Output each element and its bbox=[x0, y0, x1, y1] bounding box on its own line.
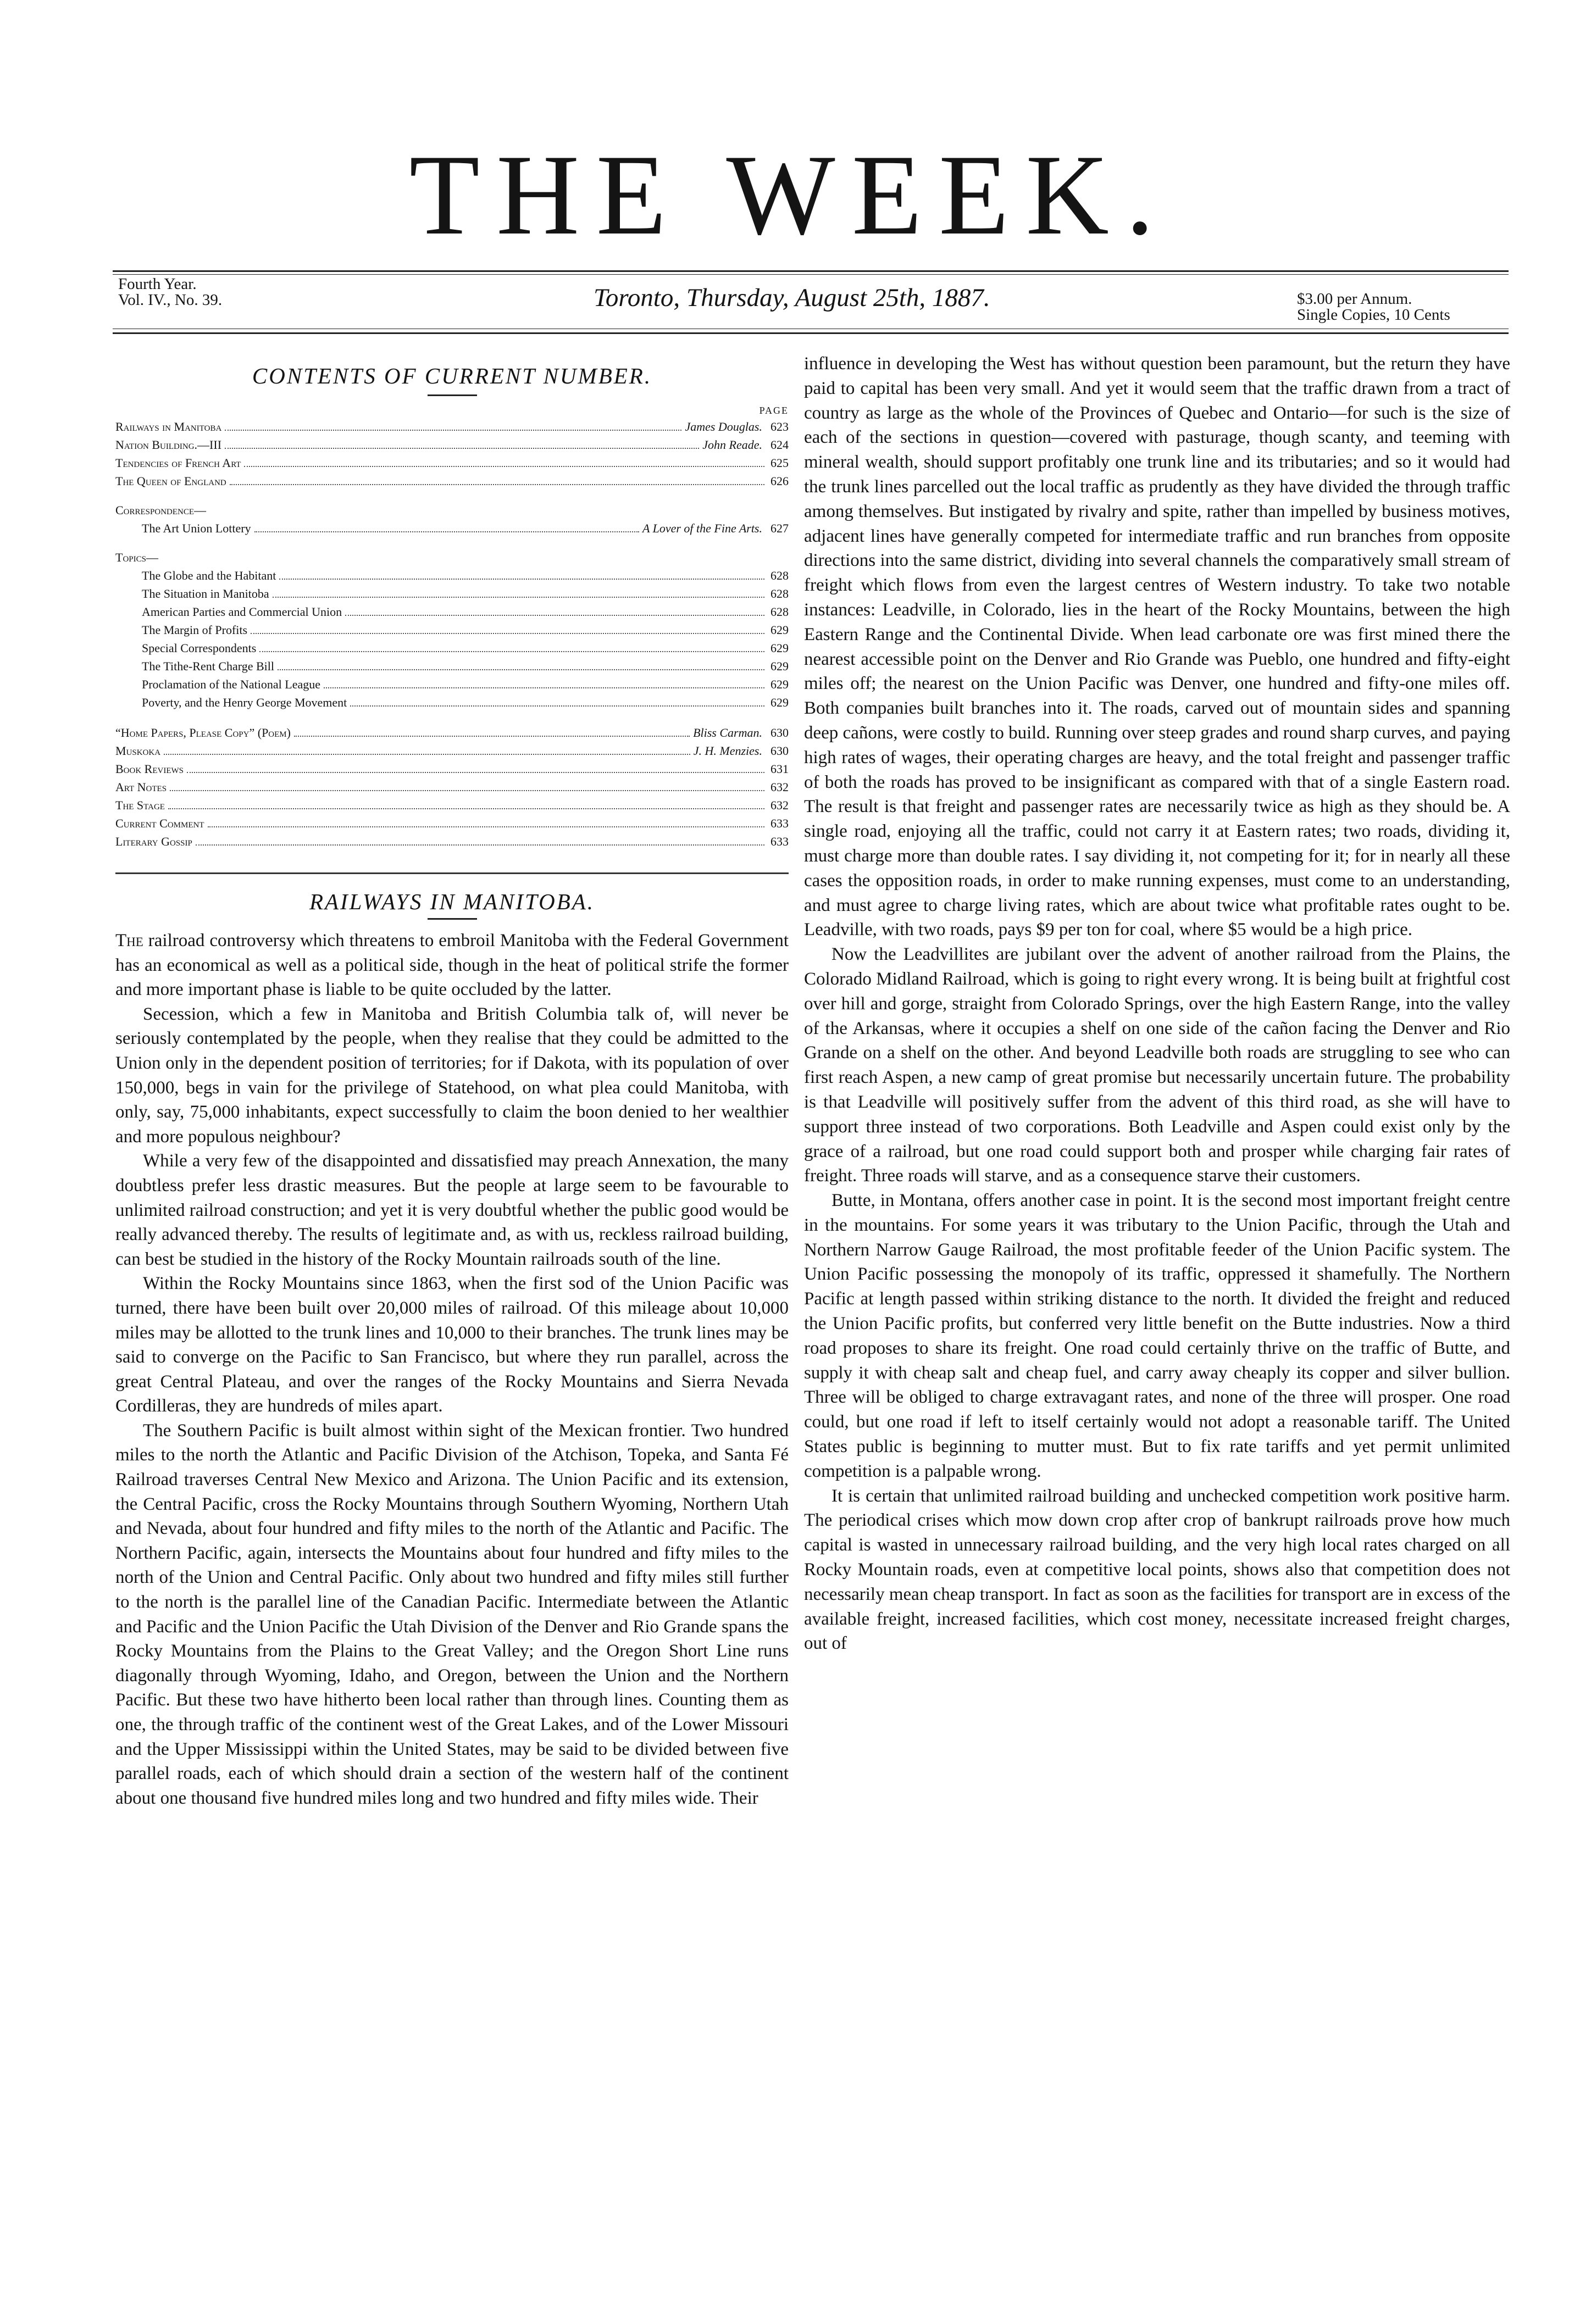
toc-title: The Art Union Lottery bbox=[142, 521, 251, 535]
lead-word: The bbox=[115, 931, 143, 950]
article-paragraph: It is certain that unlimited railroad building and unchecked competition work positive harm. The periodical crises which mow down crop after crop of bankrupt railroads prove how much capital is wasted in unnecessary railroad building, and the very high local rates charged on all Rocky Mountain roads, even at competitive local points, shows also that competition does not necessarily mean cheap transport. In fact as soon as the facilities for transport are in excess of the available freight, increased facilities, which cost money, necessitate increased freight charges, out of bbox=[804, 1486, 1510, 1654]
toc-item[interactable] bbox=[115, 693, 789, 711]
toc-title: The Stage bbox=[115, 798, 165, 812]
toc-item[interactable] bbox=[115, 742, 789, 760]
toc-title: The Margin of Profits bbox=[142, 623, 248, 637]
article-paragraph: While a very few of the disappointed and dissatisfied may preach Annexation, the many doubtless prefer less drastic measures. But the people at large seem to be favourable to unlimited railroad construction; and yet it is very doubtful whether the public good would be really advanced thereby. The results of legitimate and, as with us, reckless railroad building, can best be studied in the history of the Rocky Mountain railroads south of the line. bbox=[115, 1151, 789, 1269]
volume-label: Vol. IV., No. 39. bbox=[118, 291, 223, 309]
toc-leader bbox=[259, 651, 764, 652]
toc-item[interactable] bbox=[115, 418, 789, 436]
toc-leader bbox=[279, 579, 764, 580]
toc-page: 628 bbox=[770, 587, 789, 601]
paragraph-text: railroad controversy which threatens to embroil Manitoba with the Federal Government has an economical as well as a political side, though in the heat of political strife the former and more important phase is liable to be quite occluded by the latter. bbox=[115, 931, 789, 1000]
contents-list bbox=[115, 418, 789, 850]
single-copy-price: Single Copies, 10 Cents bbox=[1297, 306, 1450, 324]
toc-author: J. H. Menzies. bbox=[693, 744, 762, 758]
article-paragraph: Within the Rocky Mountains since 1863, when the first sod of the Union Pacific was turned, there have been built over 20,000 miles of railroad. Of this mileage about 10,000 miles may be allotted to the trunk lines and 10,000 to their branches. The trunk lines may be said to converge on the Pacific to San Francisco, but where they run parallel, across the great Central Plateau, and over the ranges of the Rocky Mountains and Sierra Nevada Cordilleras, they are hundreds of miles apart. bbox=[115, 1274, 789, 1416]
dateline-rule bbox=[113, 332, 1509, 334]
toc-page: 629 bbox=[770, 677, 789, 691]
toc-item[interactable] bbox=[115, 436, 789, 454]
toc-page: 629 bbox=[770, 696, 789, 709]
contents-title: CONTENTS OF CURRENT NUMBER. bbox=[252, 363, 652, 388]
toc-page: 623 bbox=[770, 420, 789, 433]
article-paragraph-continued: influence in developing the West has without question been paramount, but the return they have paid to capital has been very small. And yet it would seem that the traffic drawn from a tract of country as large as the whole of the Provinces of Quebec and Ontario—for such is the size of each of the sections in question—covered with pasturage, though scanty, and teeming with mineral wealth, should support profitably one trunk line and its tributaries; and so it would had the trunk lines parcelled out the local traffic as prudently as they have divided the through traffic among themselves. But instigated by rivalry and spite, rather than impelled by business motives, adjacent lines have generally competed for intermediate traffic and run branches from opposite directions into the same district, dividing into several channels the comparatively small stream of freight which flows from even the largest centres of Western industry. To take two notable instances: Leadville, in Colorado, lies in the heart of the Rocky Mountains, between the high Eastern Range and the Continental Divide. When lead carbonate ore was first mined there the nearest accessible point on the Denver and Rio Grande was Pueblo, one hundred and fifty-eight miles off; the nearest on the Union Pacific was Denver, one hundred and fifty-one miles off. Both companies built branches into it. The roads, carved out of mountain sides and spanning deep cañons, were costly to build. Running over steep grades and round sharp curves, and paying high rates of wages, their operating charges are heavy, and the total freight and passenger traffic of both the roads has proved to be insignificant as compared with that of a single Eastern road. The result is that freight and passenger rates are necessarily twice as high as they should be. A single road, enjoying all the traffic, could not carry it at Eastern rates; two roads, dividing it, must charge more than double rates. I say dividing it, not competing for it; for in nearly all these cases the opposition roads, in order to make running expenses, must come to an understanding, and must agree to charge living rates, which are about twice what profitable rates ought to be. Leadville, with two roads, pays $9 per ton for coal, where $5 would be a high price. bbox=[804, 354, 1510, 940]
toc-leader bbox=[225, 430, 681, 431]
toc-leader bbox=[273, 597, 764, 598]
toc-page: 624 bbox=[770, 438, 789, 452]
toc-page: 632 bbox=[770, 798, 789, 812]
toc-author: John Reade. bbox=[702, 438, 762, 452]
toc-leader bbox=[294, 736, 690, 737]
toc-page: 628 bbox=[770, 605, 789, 619]
toc-page: 625 bbox=[770, 456, 789, 470]
toc-title: Art Notes bbox=[115, 780, 167, 794]
toc-page: 633 bbox=[770, 835, 789, 848]
correspondence-heading: Correspondence— bbox=[115, 503, 207, 517]
toc-item[interactable] bbox=[115, 585, 789, 603]
toc-leader bbox=[170, 790, 764, 791]
toc-leader bbox=[225, 448, 699, 449]
toc-title: The Tithe-Rent Charge Bill bbox=[142, 659, 274, 673]
toc-leader bbox=[254, 531, 639, 532]
toc-leader bbox=[187, 772, 764, 773]
toc-page: 630 bbox=[770, 744, 789, 758]
toc-leader bbox=[324, 687, 764, 688]
toc-page: 629 bbox=[770, 623, 789, 637]
section-divider bbox=[115, 872, 789, 874]
toc-leader bbox=[350, 705, 764, 707]
toc-item[interactable] bbox=[115, 796, 789, 814]
toc-item[interactable] bbox=[115, 778, 789, 796]
article-paragraph bbox=[115, 929, 789, 1002]
price-info bbox=[1297, 291, 1450, 323]
toc-author: Bliss Carman. bbox=[693, 726, 762, 740]
toc-title: Book Reviews bbox=[115, 762, 184, 776]
toc-leader bbox=[251, 633, 764, 634]
toc-leader bbox=[168, 808, 764, 809]
toc-title: The Situation in Manitoba bbox=[142, 587, 269, 601]
toc-title: The Queen of England bbox=[115, 474, 226, 488]
toc-author: A Lover of the Fine Arts. bbox=[642, 521, 762, 535]
article-title-rule bbox=[428, 918, 477, 920]
toc-item[interactable] bbox=[115, 603, 789, 621]
toc-page: 630 bbox=[770, 726, 789, 740]
toc-item[interactable] bbox=[115, 760, 789, 778]
toc-title: “Home Papers, Please Copy” (Poem) bbox=[115, 726, 291, 740]
toc-item[interactable] bbox=[115, 675, 789, 693]
toc-title: The Globe and the Habitant bbox=[142, 569, 276, 582]
masthead-rule-top-thin bbox=[113, 274, 1509, 275]
toc-item[interactable] bbox=[115, 814, 789, 832]
place-date: Toronto, Thursday, August 25th, 1887. bbox=[594, 283, 990, 312]
toc-item[interactable] bbox=[115, 639, 789, 657]
toc-item[interactable] bbox=[115, 519, 789, 537]
toc-leader bbox=[278, 669, 764, 670]
toc-title: Tendencies of French Art bbox=[115, 456, 241, 470]
article-paragraph: Secession, which a few in Manitoba and British Columbia talk of, will never be seriously contemplated by the people, when they realise that they could be admitted to the Union only in the dependent position of territories; for if Dakota, with its population of over 150,000, begs in vain for the privilege of Statehood, on what plea could Manitoba, with only, say, 75,000 inhabitants, expect successfully to claim the boon denied to her wealthier and more populous neighbour? bbox=[115, 1004, 789, 1147]
toc-leader bbox=[345, 615, 764, 616]
toc-item[interactable] bbox=[115, 724, 789, 742]
toc-page: 633 bbox=[770, 816, 789, 830]
toc-author: James Douglas. bbox=[685, 420, 762, 433]
toc-title: Literary Gossip bbox=[115, 835, 192, 848]
right-column bbox=[804, 352, 1510, 1656]
toc-leader bbox=[208, 826, 764, 827]
toc-title: Special Correspondents bbox=[142, 641, 257, 655]
toc-leader bbox=[164, 754, 690, 755]
page-heading: PAGE bbox=[759, 405, 789, 416]
toc-page: 627 bbox=[770, 521, 789, 535]
article-paragraph: The Southern Pacific is built almost within sight of the Mexican frontier. Two hundred miles to the north the Atlantic and Pacific Division of the Atchison, Topeka, and Santa Fé Railroad traverses Central New Mexico and Arizona. The Union Pacific and its extension, the Central Pacific, cross the Rocky Mountains through Southern Wyoming, Northern Utah and Nevada, about four hundred and fifty miles to the north of the Atlantic and Pacific. The Northern Pacific, again, intersects the Mountains about four hundred and fifty miles to the north of the Union and Central Pacific. Only about two hundred and fifty miles still further to the north is the parallel line of the Canadian Pacific. Intermediate between the Atlantic and Pacific and the Union Pacific the Utah Division of the Denver and Rio Grande spans the Rocky Mountains from the Plains to the Great Valley; and the Oregon Short Line runs diagonally through Wyoming, Idaho, and Oregon, between the Union and the Northern Pacific. But these two have hitherto been local rather than through lines. Counting them as one, the through traffic of the continent west of the Great Lakes, and of the Lower Missouri and the Upper Mississippi within the United States, may be said to be divided between five parallel roads, each of which should drain a section of the western half of the continent about one thousand five hundred miles long and two hundred and fifty miles wide. Their bbox=[115, 1420, 789, 1808]
toc-item[interactable] bbox=[115, 621, 789, 639]
toc-leader bbox=[230, 484, 764, 485]
toc-page: 628 bbox=[770, 569, 789, 582]
toc-leader bbox=[244, 466, 764, 467]
masthead-rule-top bbox=[113, 270, 1509, 272]
toc-title: Current Comment bbox=[115, 816, 204, 830]
toc-title: Proclamation of the National League bbox=[142, 677, 320, 691]
masthead-title: THE WEEK. bbox=[409, 131, 1171, 259]
article-paragraph: Butte, in Montana, offers another case in point. It is the second most important freight centre in the mountains. For some years it was tributary to the Union Pacific, through the Utah and Northern Narrow Gauge Railroad, the most profitable feeder of the Union Pacific system. The Union Pacific possessing the monopoly of its traffic, oppressed it shamefully. The Northern Pacific at length passed within striking distance to the north. It divided the freight and reduced the Union Pacific profits, but conferred very little benefit on the Butte industries. Now a third road proposes to share its freight. One road could certainly thrive on the traffic of Butte, and supply it with cheap salt and cheap fuel, and carry away cheaply its copper and silver bullion. Three will be obliged to charge extravagant rates, and none of the three will prosper. One road could, but one road if left to itself certainly would not adopt a reasonable tariff. The United States public is beginning to mutter must. But to fix rate tariffs and yet permit unlimited competition is a palpable wrong. bbox=[804, 1191, 1510, 1481]
toc-item[interactable] bbox=[115, 472, 789, 490]
toc-item[interactable] bbox=[115, 454, 789, 472]
article-title: RAILWAYS IN MANITOBA. bbox=[309, 889, 595, 914]
toc-item[interactable] bbox=[115, 657, 789, 675]
left-column bbox=[115, 352, 789, 1810]
toc-page: 629 bbox=[770, 659, 789, 673]
toc-title: Railways in Manitoba bbox=[115, 420, 222, 433]
toc-item[interactable] bbox=[115, 832, 789, 850]
article-paragraph: Now the Leadvillites are jubilant over the advent of another railroad from the Plains, the Colorado Midland Railroad, which is going to right every wrong. It is being built at frightful cost over hill and gorge, straight from Colorado Springs, over the high Eastern Range, into the valley of the Arkansas, where it occupies a shelf on one side of the cañon facing the Denver and Rio Grande on a shelf on the other. And beyond Leadville both roads are struggling to see who can first reach Aspen, a new camp of great promise but necessarily uncertain future. The probability is that Leadville will positively suffer from the advent of this third road, as she will have to support three instead of two corporations. Both Leadville and Aspen could exist only by the grace of a railroad, but one road could support both and prosper while charging fair rates of freight. Three roads will starve, and as a consequence starve their customers. bbox=[804, 944, 1510, 1186]
toc-title: Nation Building.—III bbox=[115, 438, 222, 452]
contents-rule bbox=[428, 394, 477, 396]
toc-page: 631 bbox=[770, 762, 789, 776]
annual-price: $3.00 per Annum. bbox=[1297, 290, 1412, 308]
toc-page: 629 bbox=[770, 641, 789, 655]
volume-info bbox=[118, 276, 222, 308]
year-label: Fourth Year. bbox=[118, 275, 197, 293]
toc-title: Muskoka bbox=[115, 744, 161, 758]
toc-title: American Parties and Commercial Union bbox=[142, 605, 342, 619]
toc-spacer bbox=[115, 711, 789, 724]
toc-page: 632 bbox=[770, 780, 789, 794]
toc-title: Poverty, and the Henry George Movement bbox=[142, 696, 347, 709]
topics-heading: Topics— bbox=[115, 551, 158, 564]
toc-page: 626 bbox=[770, 474, 789, 488]
toc-leader bbox=[196, 844, 764, 846]
toc-item[interactable] bbox=[115, 566, 789, 585]
